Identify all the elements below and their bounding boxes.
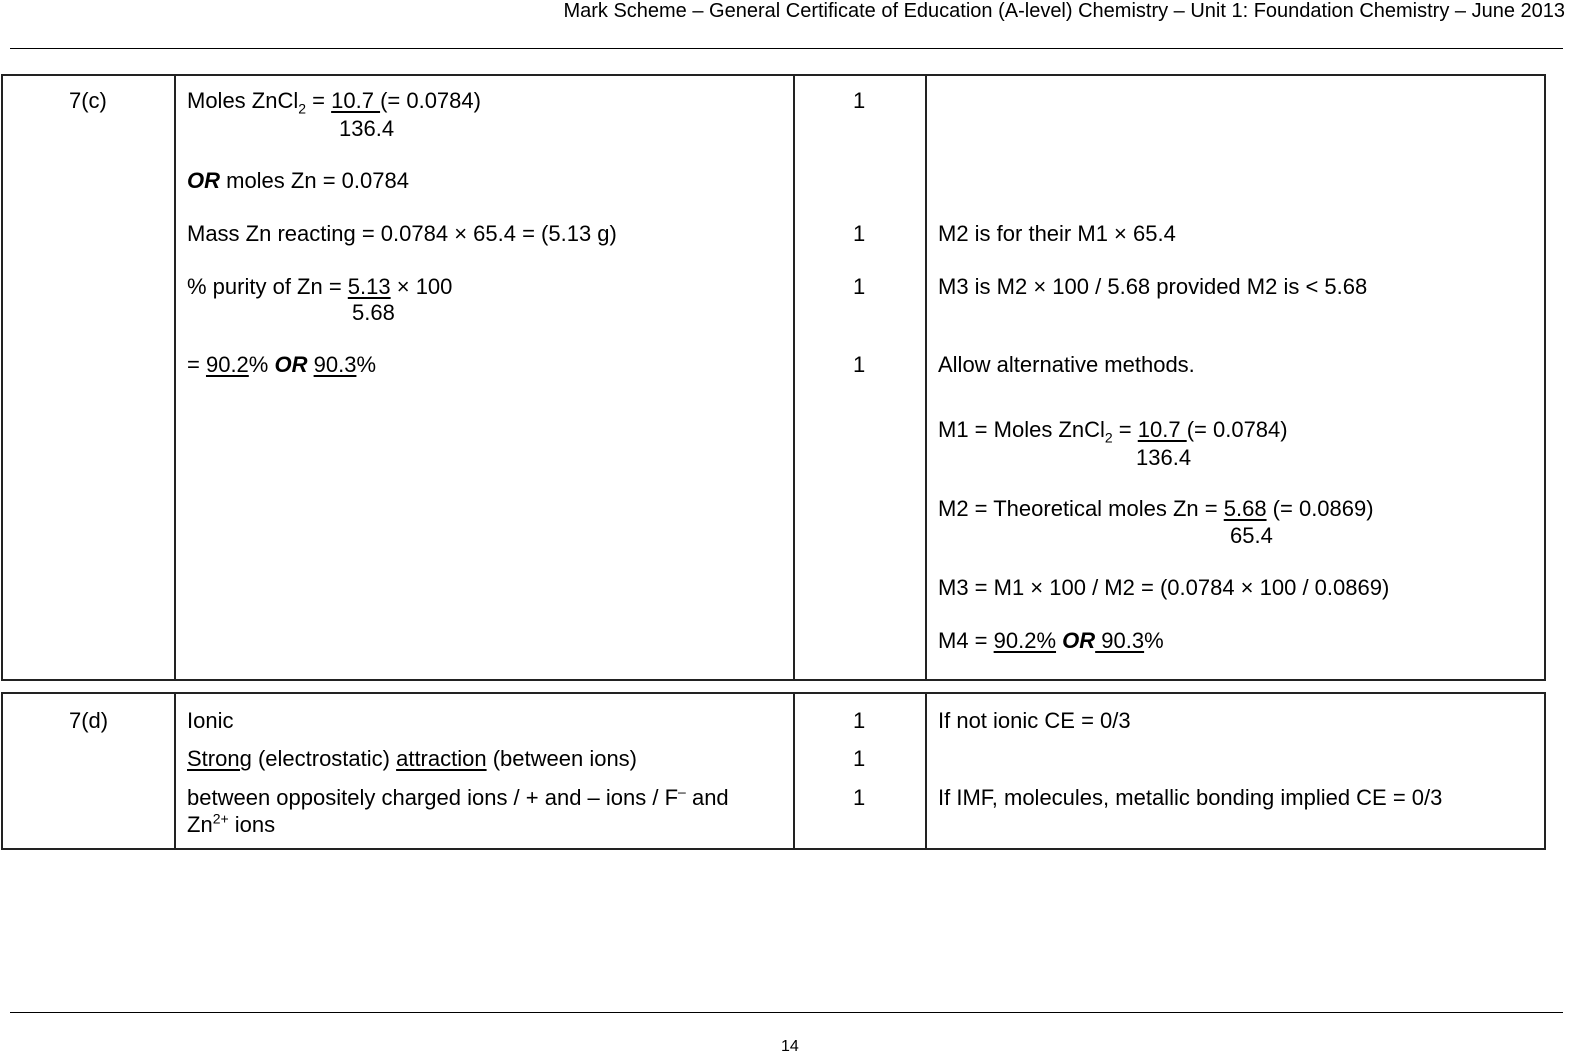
guidance-alt-m1: M1 = Moles ZnCl$_2$ = 10.7 (= 0.0784) (938, 417, 1288, 446)
guidance-m3: M3 is M2 × 100 / 5.68 provided M2 is < 5.68 (938, 274, 1368, 299)
mark: 1 (853, 785, 866, 810)
answer-moles-denominator: 136.4 (339, 116, 395, 141)
mark: 1 (853, 746, 866, 771)
guidance-imf: If IMF, molecules, metallic bonding implied CE = 0/3 (938, 785, 1443, 810)
answer-ionic: Ionic (187, 708, 234, 733)
marks-cell (794, 693, 926, 849)
answer-zn-ions: $Zn^{2+}$ ions (187, 810, 276, 837)
mark: 1 (853, 708, 866, 733)
answer-strong-attraction: Strong (electrostatic) attraction (between ions) (187, 746, 638, 771)
question-number-cell (2, 693, 175, 849)
question-7d-table (1, 692, 1546, 850)
answer-final-value: = 90.2% OR 90.3% (187, 352, 376, 377)
answer-cell (175, 693, 794, 849)
header-rule (10, 48, 1563, 49)
guidance-alternative: Allow alternative methods. (938, 352, 1195, 377)
mark: 1 (853, 352, 866, 377)
mark: 1 (853, 274, 866, 299)
answer-cell (175, 75, 794, 680)
guidance-alt-m2-denominator: 65.4 (1230, 523, 1273, 548)
guidance-alt-m1-denominator: 136.4 (1136, 445, 1192, 470)
guidance-m2: M2 is for their M1 × 65.4 (938, 221, 1176, 246)
guidance-cell (926, 75, 1545, 680)
question-number: 7(d) (69, 708, 109, 733)
guidance-cell (926, 693, 1545, 849)
page-header: Mark Scheme – General Certificate of Education (A-level) Chemistry – Unit 1: Foundation Chemistry – June 2013 (563, 0, 1565, 22)
answer-moles-zncl2: Moles ZnCl$_2$ = 10.7 (= 0.0784) (187, 88, 481, 117)
answer-opposite-ions: between oppositely charged ions / + and – ions / F– and (187, 783, 729, 810)
mark: 1 (853, 88, 866, 113)
question-number-cell (2, 75, 175, 680)
page-number: 14 (781, 1038, 799, 1055)
answer-mass-zn: Mass Zn reacting = 0.0784 × 65.4 = (5.13 g) (187, 221, 617, 246)
question-number: 7(c) (69, 88, 107, 113)
guidance-alt-m3: M3 = M1 × 100 / M2 = (0.0784 × 100 / 0.0869) (938, 575, 1390, 600)
answer-moles-zn: OR moles Zn = 0.0784 (187, 168, 409, 193)
mark: 1 (853, 221, 866, 246)
answer-purity: % purity of Zn = 5.13 × 100 (187, 274, 453, 299)
marks-cell (794, 75, 926, 680)
answer-purity-denominator: 5.68 (352, 300, 395, 325)
question-7c-table (1, 74, 1546, 681)
guidance-not-ionic: If not ionic CE = 0/3 (938, 708, 1131, 733)
guidance-alt-m2: M2 = Theoretical moles Zn = 5.68 (= 0.0869) (938, 496, 1374, 521)
footer-rule (10, 1012, 1563, 1013)
guidance-alt-m4: M4 = 90.2% OR 90.3% (938, 628, 1164, 653)
